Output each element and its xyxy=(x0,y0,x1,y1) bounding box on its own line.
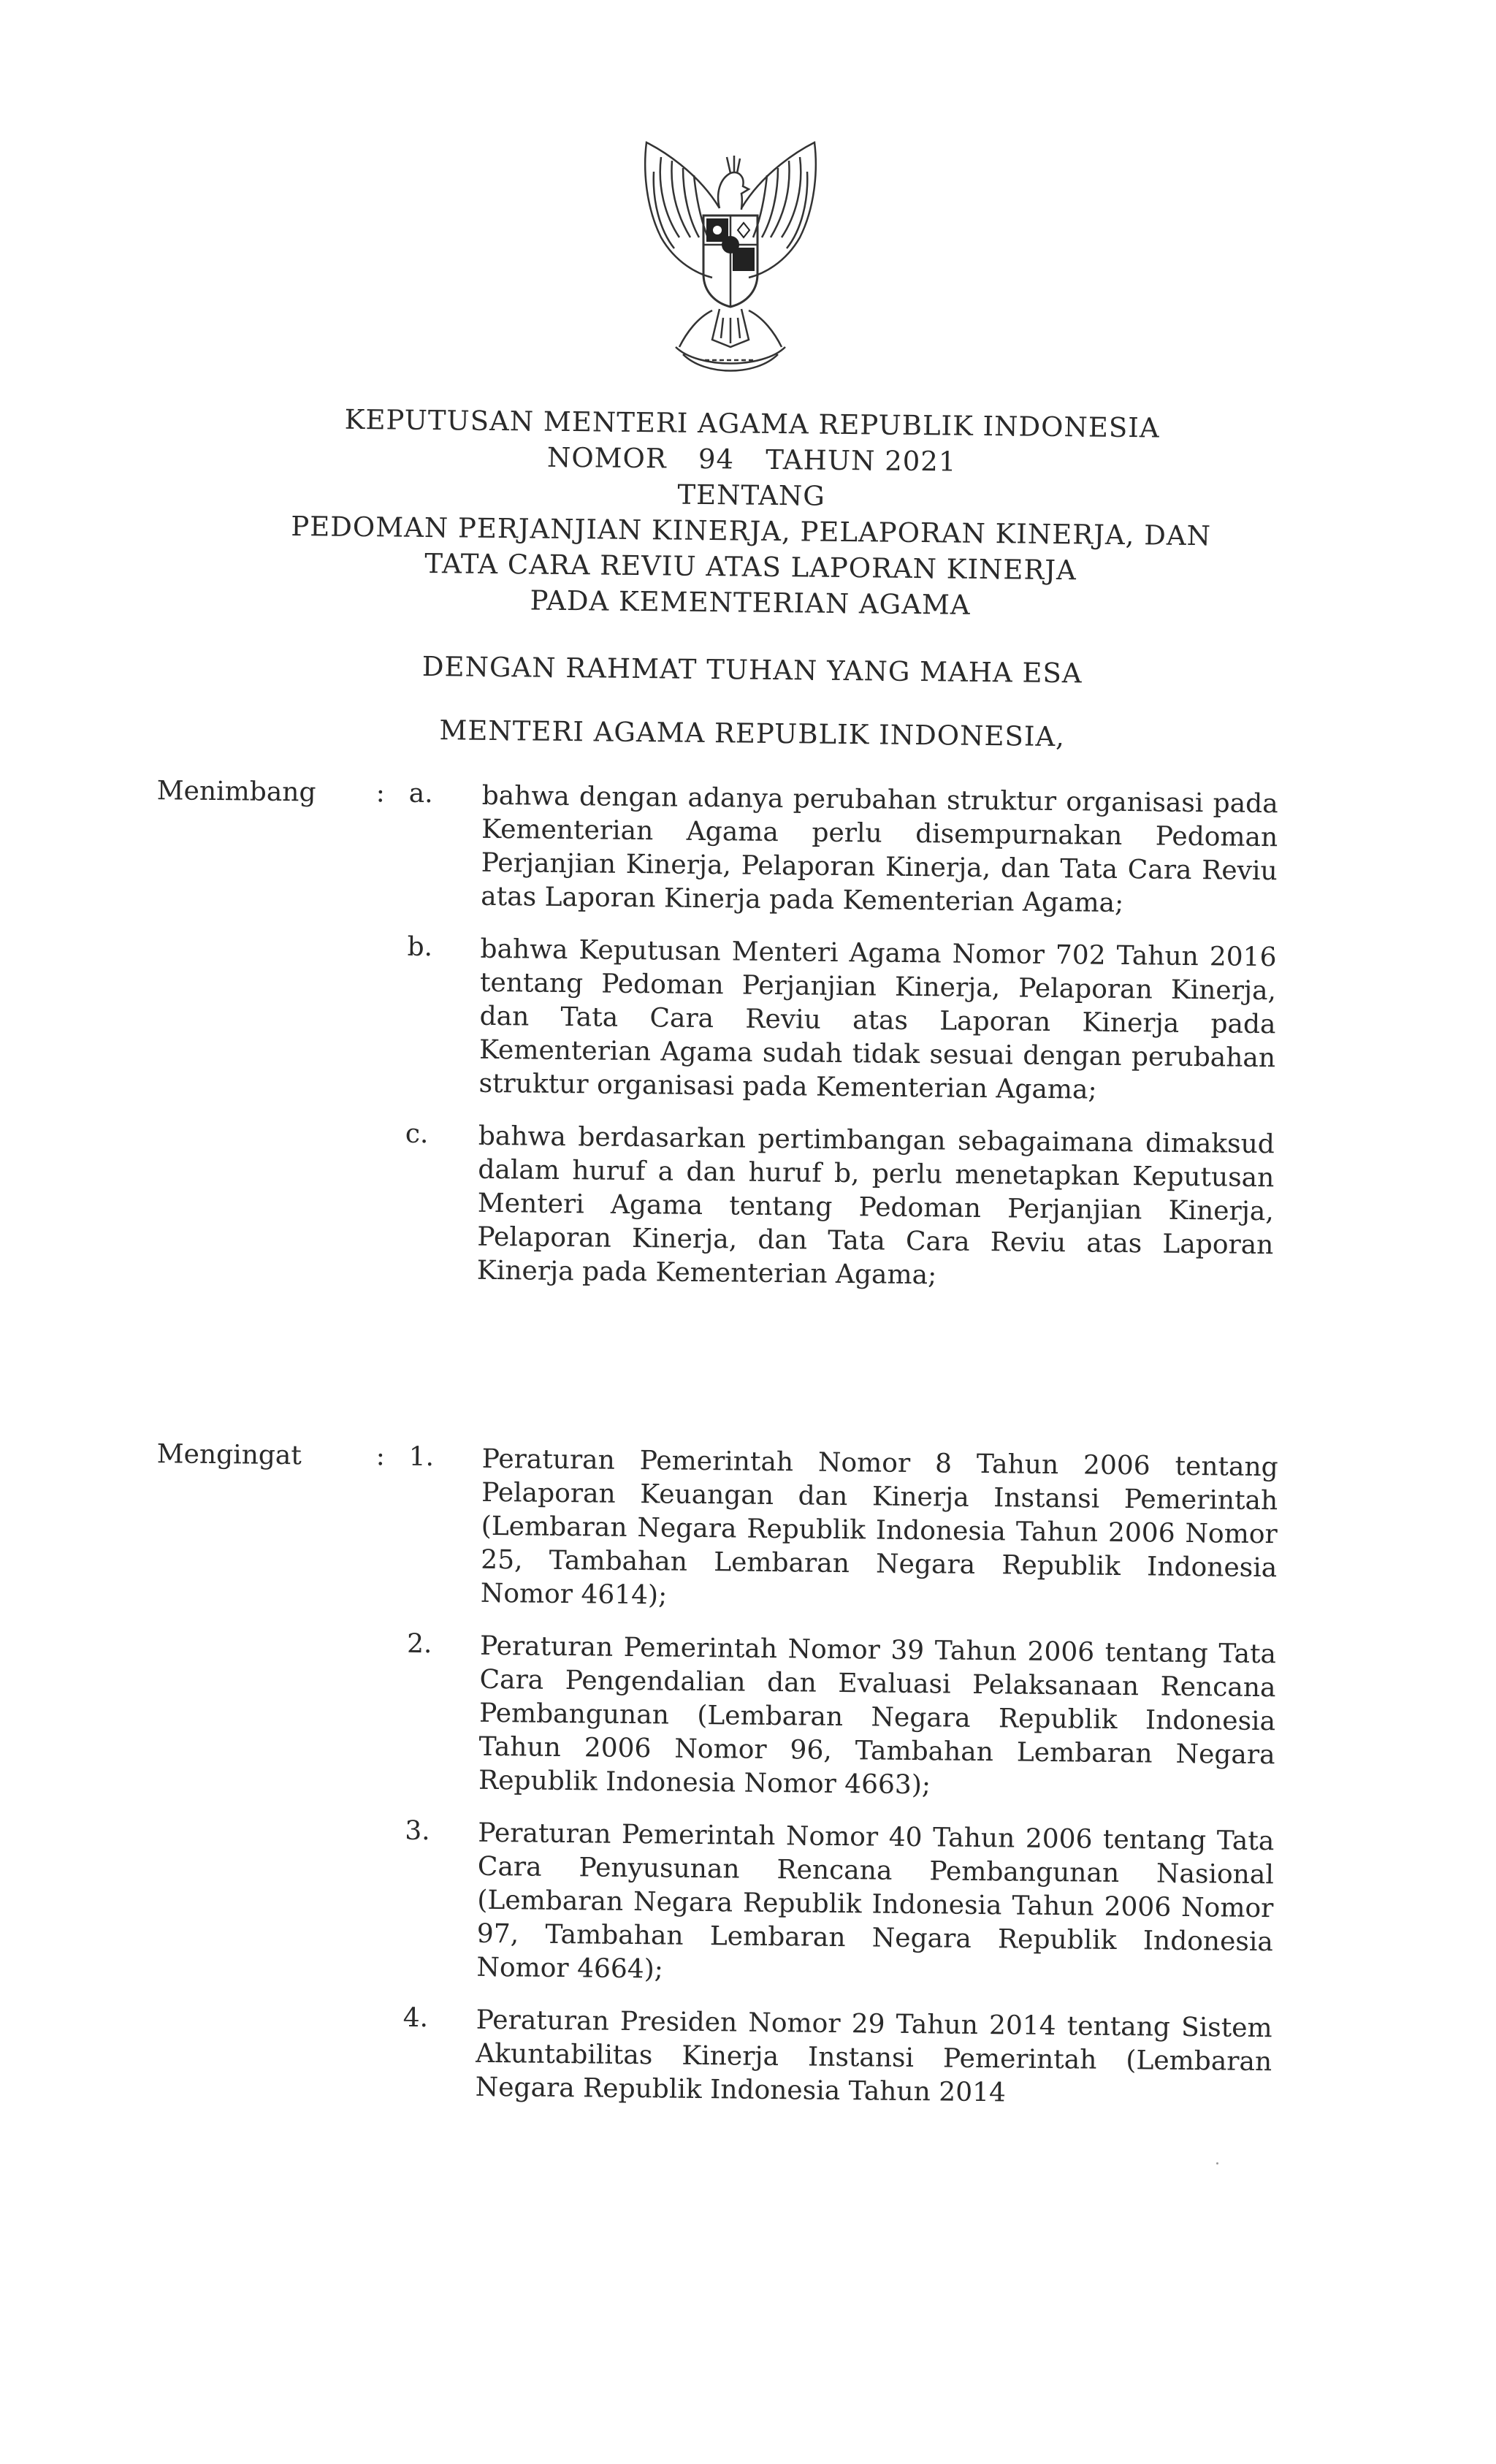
nomor-value: 94 xyxy=(698,443,735,476)
subject-line-1: PEDOMAN PERJANJIAN KINERJA, PELAPORAN KINERJA, DAN xyxy=(291,511,1212,552)
list-item xyxy=(405,932,1276,1109)
item-text: Peraturan Pemerintah Nomor 40 Tahun 2006 tentang Tata Cara Penyusunan Rencana Pembangunan Nasional (Lembaran Negara Republik Indonesia Tahun 2006 Nomor 97, Tambahan Lembaran Negara Republik Indonesia Nomor 4664); xyxy=(476,1818,1275,1985)
menimbang-section xyxy=(146,776,1286,1291)
decree-heading xyxy=(217,400,1286,626)
section-colon: : xyxy=(375,1441,386,1472)
item-marker: 3. xyxy=(405,1815,430,1847)
item-text: bahwa Keputusan Menteri Agama Nomor 702 Tahun 2016 tentang Pedoman Perjanjian Kinerja, Pelaporan Kinerja, dan Tata Cara Reviu atas Laporan Kinerja pada Kementerian Agama sudah tidak sesuai dengan perubahan struktur organisasi pada Kementerian Agama; xyxy=(478,934,1277,1105)
menimbang-label: Menimbang xyxy=(156,776,316,808)
menimbang-list xyxy=(403,779,1278,1315)
minister-line: MENTERI AGAMA REPUBLIK INDONESIA, xyxy=(439,714,1066,753)
garuda-emblem-icon xyxy=(617,128,844,384)
decree-title-line: KEPUTUSAN MENTERI AGAMA REPUBLIK INDONESIA xyxy=(344,403,1160,444)
list-item xyxy=(405,1629,1276,1806)
item-text: bahwa berdasarkan pertimbangan sebagaimana dimaksud dalam huruf a dan huruf b, perlu menetapkan Keputusan Menteri Agama tentang Pedoman Perjanjian Kinerja, Pelaporan Kinerja, dan Tata Cara Reviu atas Laporan Kinerja pada Kementerian Agama; xyxy=(476,1121,1275,1291)
subject-line-3: PADA KEMENTERIAN AGAMA xyxy=(530,584,971,621)
list-item xyxy=(408,779,1278,922)
section-colon: : xyxy=(375,778,386,809)
item-marker: b. xyxy=(407,931,433,963)
item-text: Peraturan Pemerintah Nomor 39 Tahun 2006 tentang Tata Cara Pengendalian dan Evaluasi Pelaksanaan Rencana Pembangunan (Lembaran Negara Republik Indonesia Tahun 2006 Nomor 96, Tambahan Lembaran Negara Republik Indonesia Nomor 4663); xyxy=(478,1630,1277,1801)
item-text: Peraturan Presiden Nomor 29 Tahun 2014 tentang Sistem Akuntabilitas Kinerja Instansi Pemerintah (Lembaran Negara Republik Indonesia Tahun 2014 xyxy=(475,2005,1272,2108)
mengingat-label: Mengingat xyxy=(156,1439,302,1471)
item-text: bahwa dengan adanya perubahan struktur organisasi pada Kementerian Agama perlu disempurnakan Pedoman Perjanjian Kinerja, Pelaporan Kinerja, dan Tata Cara Reviu atas Laporan Kinerja pada Kementerian Agama; xyxy=(481,780,1278,919)
list-item xyxy=(403,1816,1274,1993)
item-marker: a. xyxy=(408,778,433,809)
item-marker: 4. xyxy=(402,2002,429,2034)
list-item xyxy=(404,1119,1275,1296)
item-marker: 2. xyxy=(406,1628,432,1660)
list-item xyxy=(408,1442,1278,1619)
scan-speck xyxy=(1216,2162,1218,2164)
item-text: Peraturan Pemerintah Nomor 8 Tahun 2006 tentang Pelaporan Keuangan dan Kinerja Instansi Pemerintah (Lembaran Negara Republik Indonesia Tahun 2006 Nomor 25, Tambahan Lembaran Negara Republik Indonesia Nomor 4614); xyxy=(480,1443,1278,1611)
tahun-label: TAHUN 2021 xyxy=(766,443,957,478)
list-item xyxy=(402,2003,1272,2113)
item-marker: 1. xyxy=(408,1441,435,1473)
invocation-line: DENGAN RAHMAT TUHAN YANG MAHA ESA xyxy=(421,650,1083,690)
mengingat-section xyxy=(146,1439,1286,2108)
subject-line-2: TATA CARA REVIU ATAS LAPORAN KINERJA xyxy=(424,547,1077,587)
nomor-label: NOMOR xyxy=(546,441,667,475)
item-marker: c. xyxy=(405,1118,429,1150)
mengingat-list xyxy=(402,1442,1278,2132)
tentang-label: TENTANG xyxy=(677,478,826,512)
